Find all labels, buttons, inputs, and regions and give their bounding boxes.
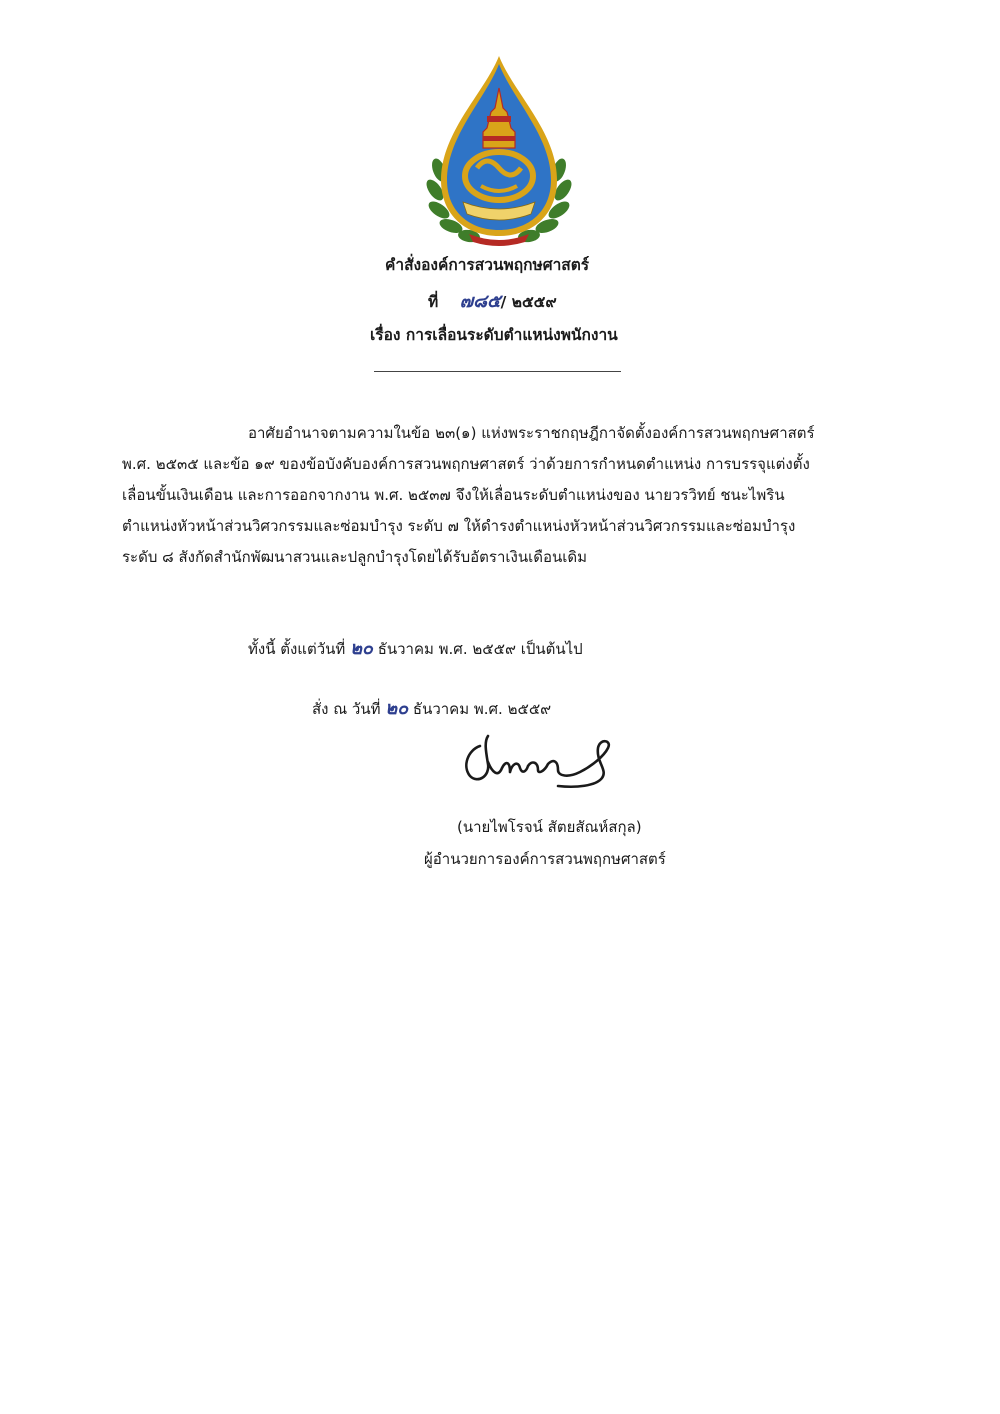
issued-suffix: ธันวาคม พ.ศ. ๒๕๕๙ bbox=[412, 700, 552, 718]
order-number-year: / ๒๕๕๙ bbox=[500, 293, 557, 311]
issued-date bbox=[312, 693, 551, 722]
body-line: ตำแหน่งหัวหน้าส่วนวิศวกรรมและซ่อมบำรุง ระดับ ๗ ให้ดำรงตำแหน่งหัวหน้าส่วนวิศวกรรมและซ่อมบำรุง bbox=[122, 517, 796, 535]
body-line: พ.ศ. ๒๕๓๕ และข้อ ๑๙ ของข้อบังคับองค์การสวนพฤกษศาสตร์ ว่าด้วยการกำหนดตำแหน่ง การบรรจุแต่งตั้ง bbox=[122, 455, 810, 473]
body-line: เลื่อนขั้นเงินเดือน และการออกจากงาน พ.ศ. ๒๕๓๗ จึงให้เลื่อนระดับตำแหน่งของ นายวรวิทย์ ชนะไพริน bbox=[122, 486, 785, 504]
order-number-label: ที่ bbox=[428, 293, 439, 311]
order-title: คำสั่งองค์การสวนพฤกษศาสตร์ bbox=[385, 256, 590, 274]
order-subject: เรื่อง การเลื่อนระดับตำแหน่งพนักงาน bbox=[370, 326, 618, 344]
order-body bbox=[122, 418, 922, 573]
effective-day: ๒๐ bbox=[350, 638, 373, 659]
body-line: อาศัยอำนาจตามความในข้อ ๒๓(๑) แห่งพระราชกฤษฎีกาจัดตั้งองค์การสวนพฤกษศาสตร์ bbox=[248, 424, 815, 442]
org-seal-icon bbox=[425, 52, 573, 248]
effective-prefix: ทั้งนี้ ตั้งแต่วันที่ bbox=[248, 640, 346, 658]
body-line: ระดับ ๘ สังกัดสำนักพัฒนาสวนและปลูกบำรุงโดยได้รับอัตราเงินเดือนเดิม bbox=[122, 548, 587, 566]
issued-prefix: สั่ง ณ วันที่ bbox=[312, 700, 381, 718]
issued-day: ๒๐ bbox=[385, 698, 409, 719]
order-number-handwritten: ๗๘๕ bbox=[459, 291, 501, 312]
effective-suffix: ธันวาคม พ.ศ. ๒๕๕๙ เป็นต้นไป bbox=[377, 640, 583, 658]
signer-position: ผู้อำนวยการองค์การสวนพฤกษศาสตร์ bbox=[424, 850, 666, 868]
signer-name: (นายไพโรจน์ สัตยสัณห์สกุล) bbox=[457, 818, 642, 836]
handwritten-signature-icon bbox=[458, 732, 628, 794]
header-divider bbox=[374, 371, 621, 372]
order-number-value bbox=[460, 286, 557, 315]
effective-date bbox=[248, 633, 583, 662]
order-number bbox=[428, 286, 557, 315]
